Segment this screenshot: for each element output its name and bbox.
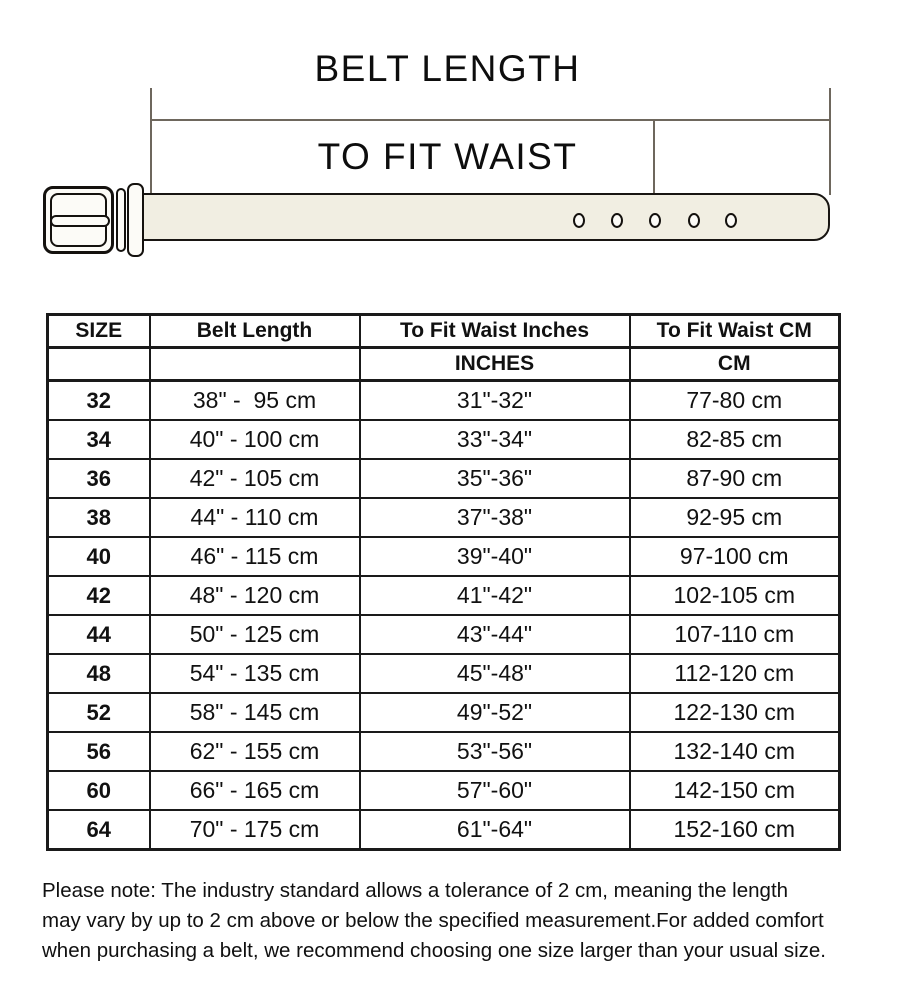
size-table-row	[48, 615, 840, 654]
size-cell: 48	[48, 654, 150, 693]
size-table-row	[48, 420, 840, 459]
belt-hole-icon	[688, 213, 700, 228]
belt-length-cell: 58" - 145 cm	[150, 693, 360, 732]
header-belt-length: Belt Length	[150, 315, 360, 348]
waist-inches-cell: 37"-38"	[360, 498, 630, 537]
waist-inches-cell: 61"-64"	[360, 810, 630, 850]
size-cell: 52	[48, 693, 150, 732]
size-table-header-row	[48, 315, 840, 348]
size-table-row	[48, 810, 840, 850]
waist-cm-cell: 92-95 cm	[630, 498, 840, 537]
belt-length-cell: 66" - 165 cm	[150, 771, 360, 810]
waist-inches-cell: 45"-48"	[360, 654, 630, 693]
waist-cm-cell: 107-110 cm	[630, 615, 840, 654]
size-cell: 64	[48, 810, 150, 850]
waist-cm-cell: 152-160 cm	[630, 810, 840, 850]
size-table-subheader-row	[48, 348, 840, 381]
tolerance-note	[42, 876, 826, 966]
size-table-row	[48, 537, 840, 576]
size-table-row	[48, 459, 840, 498]
waist-inches-cell: 57"-60"	[360, 771, 630, 810]
note-line-3: when purchasing a belt, we recommend choosing one size larger than your usual size.	[42, 939, 826, 962]
note-line-1: Please note: The industry standard allows a tolerance of 2 cm, meaning the length	[42, 879, 789, 902]
waist-cm-cell: 132-140 cm	[630, 732, 840, 771]
size-cell: 42	[48, 576, 150, 615]
size-table-row	[48, 381, 840, 421]
size-table-row	[48, 576, 840, 615]
size-cell: 40	[48, 537, 150, 576]
waist-inches-cell: 35"-36"	[360, 459, 630, 498]
subheader-inches: INCHES	[360, 348, 630, 381]
size-table-row	[48, 693, 840, 732]
belt-buckle	[43, 186, 114, 254]
belt-length-cell: 38" - 95 cm	[150, 381, 360, 421]
waist-cm-cell: 122-130 cm	[630, 693, 840, 732]
belt-length-measure-line	[151, 119, 831, 121]
waist-cm-cell: 77-80 cm	[630, 381, 840, 421]
size-cell: 44	[48, 615, 150, 654]
size-table-body	[48, 381, 840, 850]
waist-cm-cell: 97-100 cm	[630, 537, 840, 576]
waist-inches-cell: 49"-52"	[360, 693, 630, 732]
waist-cm-cell: 102-105 cm	[630, 576, 840, 615]
waist-inches-cell: 33"-34"	[360, 420, 630, 459]
belt-length-cell: 44" - 110 cm	[150, 498, 360, 537]
belt-length-cell: 54" - 135 cm	[150, 654, 360, 693]
belt-length-cell: 48" - 120 cm	[150, 576, 360, 615]
waist-inches-cell: 43"-44"	[360, 615, 630, 654]
waist-cm-cell: 82-85 cm	[630, 420, 840, 459]
belt-length-cell: 42" - 105 cm	[150, 459, 360, 498]
size-cell: 36	[48, 459, 150, 498]
waist-inches-cell: 41"-42"	[360, 576, 630, 615]
belt-length-label: BELT LENGTH	[314, 48, 581, 89]
belt-hole-icon	[649, 213, 661, 228]
waist-inches-cell: 53"-56"	[360, 732, 630, 771]
header-size: SIZE	[48, 315, 150, 348]
belt-keeper-bar	[116, 188, 126, 252]
subheader-blank	[150, 348, 360, 381]
belt-hole-icon	[611, 213, 623, 228]
waist-cm-cell: 112-120 cm	[630, 654, 840, 693]
size-table-row	[48, 771, 840, 810]
buckle-prong	[50, 215, 110, 227]
size-table-row	[48, 654, 840, 693]
note-line-2: may vary by up to 2 cm above or below the specified measurement.For added comfort	[42, 909, 824, 932]
belt-length-cell: 62" - 155 cm	[150, 732, 360, 771]
belt-hole-icon	[725, 213, 737, 228]
waist-cm-cell: 142-150 cm	[630, 771, 840, 810]
size-cell: 56	[48, 732, 150, 771]
size-table-row	[48, 732, 840, 771]
size-table	[46, 313, 841, 851]
size-cell: 34	[48, 420, 150, 459]
size-cell: 38	[48, 498, 150, 537]
subheader-blank	[48, 348, 150, 381]
size-cell: 32	[48, 381, 150, 421]
size-table-row	[48, 498, 840, 537]
header-waist-cm: To Fit Waist CM	[630, 315, 840, 348]
belt-strap	[138, 193, 830, 241]
belt-loop	[127, 183, 144, 257]
subheader-cm: CM	[630, 348, 840, 381]
header-waist-inches: To Fit Waist Inches	[360, 315, 630, 348]
belt-length-cell: 50" - 125 cm	[150, 615, 360, 654]
waist-inches-cell: 31"-32"	[360, 381, 630, 421]
belt-length-cell: 46" - 115 cm	[150, 537, 360, 576]
belt-length-cell: 70" - 175 cm	[150, 810, 360, 850]
waist-cm-cell: 87-90 cm	[630, 459, 840, 498]
waist-inches-cell: 39"-40"	[360, 537, 630, 576]
belt-length-cell: 40" - 100 cm	[150, 420, 360, 459]
size-cell: 60	[48, 771, 150, 810]
to-fit-waist-label: TO FIT WAIST	[317, 136, 578, 177]
belt-hole-icon	[573, 213, 585, 228]
